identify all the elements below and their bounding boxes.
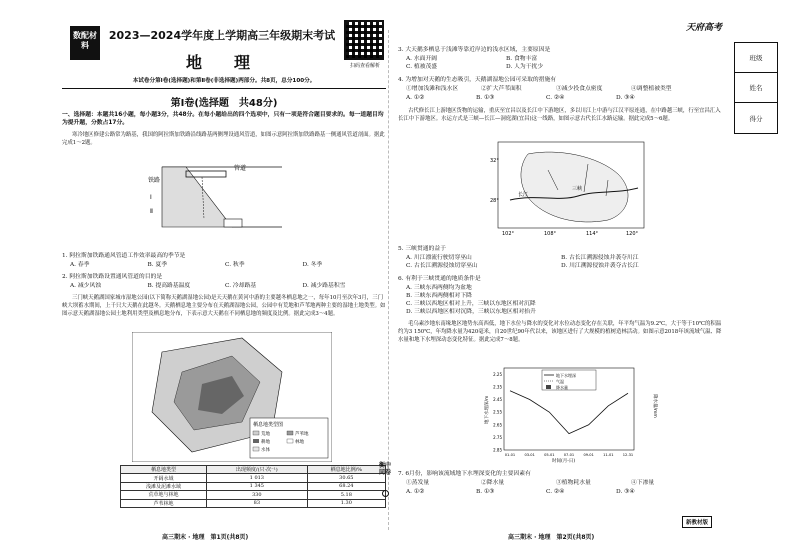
q3-option-a[interactable]: A. 水面开阔: [406, 56, 438, 62]
q2-option-d[interactable]: D. 减少路基积雪: [302, 283, 346, 289]
table-header: 栖息地类型: [121, 466, 207, 474]
x-tick-label: 01-01: [504, 453, 516, 457]
y-tick-label: 2.75: [493, 434, 502, 440]
rail-label: 铁路: [148, 177, 161, 184]
legend-item: 荒地: [261, 432, 270, 437]
q7-option-b[interactable]: B. ①③: [476, 489, 495, 495]
class-field[interactable]: 班级: [735, 43, 777, 73]
q1-options: [70, 261, 380, 269]
y-axis-label: 地下水埋深/m: [485, 395, 490, 424]
q4-option-a[interactable]: A. ①②: [406, 95, 425, 101]
gorge-label: 三峡: [572, 186, 583, 192]
table-row: [121, 499, 386, 507]
y-tick-label: 2.35: [493, 384, 502, 390]
x-tick-label: 05-01: [544, 453, 555, 457]
q2-option-b[interactable]: B. 提高路基温度: [147, 283, 191, 289]
q5-option-c[interactable]: C. 古长江溯源侵蚀切穿巫山: [406, 263, 478, 269]
q4-item: ④调整植被类型: [631, 86, 672, 92]
q1-option-c[interactable]: C. 秋季: [225, 262, 245, 268]
pipe-label: 管道: [234, 165, 247, 172]
q5-option-d[interactable]: D. 川江溯源侵蚀并袭夺古长江: [561, 263, 639, 269]
q6-option-b[interactable]: B. 三峡东西两侧相对下降: [406, 293, 472, 299]
question-4: 4. 为增加对天鹅的生态吸引，天鹅湖湿地公园可采取的措施有: [398, 77, 557, 83]
q5-option-a[interactable]: A. 川江漂流行驶切穿巫山: [406, 255, 472, 261]
passage-4: 毛乌素沙地东南缘地区地势东高西低，地下水位与降水的变化对水位动态变化存在关联，年平均气温为9.2℃，大于等于10℃的积温约为3 150℃，年均降水量为420毫米，自20世纪90年代以来，该地区进行了大规模的植树造林活动。如图示意2018年该流域气温、降水量和地下水埋深动态变化特征。据此完成7～8题。: [398, 321, 722, 343]
q6-option-d[interactable]: D. 三峡以西地区相对沉降，三峡以东地区相对抬升: [406, 309, 536, 315]
x-tick-label: 07-01: [563, 453, 575, 457]
table-cell: 1 013: [207, 474, 308, 482]
exam-title: 2023—2024学年度上学期高三年级期末考试: [108, 29, 336, 42]
q4-item: ②扩大芦苇面积: [481, 86, 522, 92]
q7-option-c[interactable]: C. ②④: [546, 489, 565, 495]
q7-item: ②降水量: [481, 480, 505, 486]
table-cell: 开阔水域: [121, 474, 207, 482]
question-5: 5. 三峡贯通的益于: [398, 246, 446, 252]
passage-2: 三门峡天鹅湖国家城市湿地公园(以下简称天鹅湖湿地公园)是天天鹅在黄河中游的主要越冬栖息地之一，每年10月至次年3月，三门峡大坝蓄水期间，上千只大天鹅在此越冬。天鹅栖息地主要分布在天鹅湖湿地公园，公园中有荒地和芦苇地两种主要的湿地土地类型。如图示意天鹅湖湿地公园土地利用类型及栖息地分布，下表示意大天鹅在不同栖息地的频度及比例。据此完成3～4题。: [62, 295, 386, 317]
table-cell: 83: [207, 499, 308, 507]
x-tick-label: 11-01: [603, 453, 614, 457]
q7-item: ③植物耗水量: [556, 480, 591, 486]
lat-label: 28°: [490, 198, 499, 204]
legend-entry: 降水量: [556, 385, 568, 390]
question-3: 3. 大天鹅多栖息于浅滩等靠近岸边的浅水区域，主要原因是: [398, 47, 551, 53]
q4-item: ③减少投食点密度: [556, 86, 603, 92]
lon-label: 108°: [544, 231, 557, 236]
q3-option-c[interactable]: C. 植被茂盛: [406, 64, 438, 70]
score-field[interactable]: 得分: [749, 114, 763, 123]
wetland-map: [132, 332, 332, 462]
name-field[interactable]: 姓名: [735, 73, 777, 103]
q4-items: [406, 85, 706, 93]
page-footer-1: 高三期末 · 地理 第1页(共8页): [162, 534, 249, 541]
legend-item: 水体: [261, 448, 270, 453]
q3-options: [406, 55, 606, 71]
legend-entry: 地下水埋深: [556, 373, 576, 378]
q3-option-b[interactable]: B. 食物丰富: [506, 56, 538, 62]
x-axis-ticks: [505, 453, 633, 457]
q7-option-a[interactable]: A. ①②: [406, 489, 425, 495]
divider: [62, 88, 386, 89]
q6-option-a[interactable]: A. 三峡东西两侧均为盆地: [406, 285, 472, 291]
q4-option-c[interactable]: C. ②④: [546, 95, 565, 101]
x-tick-label: 12-31: [622, 453, 634, 457]
passage-3: 古代修长江上游地区货物的运输，重庆至宜昌以及长江中下游地区，多以川江上中游与江汉平原连通，在中路越三峡，行至宜昌汇入长江中下游地区。水运方式是三峡—长江—洞庭湖(宜昌)这一线路，如图示意古代长江水路运输。据此完成5～6题。: [398, 108, 721, 122]
yangtze-map: [488, 140, 648, 236]
left-column: [62, 12, 386, 542]
fold-line: [388, 30, 396, 530]
legend-item: 芦苇地: [295, 432, 309, 437]
habitat-table: [120, 465, 386, 508]
q4-option-b[interactable]: B. ①③: [476, 95, 495, 101]
qr-code[interactable]: [344, 20, 384, 60]
x-tick-label: 09-01: [583, 453, 594, 457]
lon-label: 102°: [502, 231, 515, 236]
lon-label: 114°: [586, 231, 599, 236]
question-7: 7. 6月份，影响该流域地下水埋深变化的主要因素有: [398, 471, 531, 477]
table-cell: 1.30: [307, 499, 385, 507]
legend-bar-icon: [546, 385, 551, 389]
table-cell: 330: [207, 491, 308, 499]
q7-options: [406, 488, 686, 496]
table-header: 栖息地比例/%: [307, 466, 385, 474]
table-cell: 浅滩及泥滩水域: [121, 482, 207, 490]
question-2: 2. 阿拉斯加铁路设置通风管道的目的是: [62, 274, 163, 280]
river-label: 长江: [518, 192, 529, 198]
q2-options: [70, 282, 380, 290]
x-tick-label: 03-01: [524, 453, 535, 457]
table-row: [121, 474, 386, 482]
question-6: 6. 有利于三峡贯通的地质条件是: [398, 276, 481, 282]
q2-option-a[interactable]: A. 减少风蚀: [70, 283, 102, 289]
lon-label: 120°: [626, 231, 639, 236]
table-cell: 5.18: [307, 491, 385, 499]
table-row: [121, 491, 386, 499]
y2-axis-label: 降水量/mm: [652, 394, 657, 418]
q5-option-b[interactable]: B. 古长江溯源侵蚀并袭夺川江: [561, 255, 639, 261]
question-1: 1. 阿拉斯加铁路通风管道工作效率最高的季节是: [62, 253, 186, 259]
q7-item: ④下渗量: [631, 480, 655, 486]
page-footer-2: 高三期末 · 地理 第2页(共8页): [508, 534, 595, 541]
mark-a: Ⅰ: [150, 194, 152, 201]
q7-item: ①蒸发量: [406, 480, 430, 486]
spine-logo-icon: [382, 490, 389, 497]
q4-item: ①增加浅滩和浅水区: [406, 86, 459, 92]
q4-options: [406, 94, 686, 102]
q6-options: [406, 284, 706, 316]
q1-option-d[interactable]: D. 冬季: [302, 262, 323, 268]
x-axis-label: 时间(月-日): [552, 459, 576, 464]
table-cell: 芦苇林地: [121, 499, 207, 507]
q1-option-a[interactable]: A. 春季: [70, 262, 90, 268]
q2-option-c[interactable]: C. 冷却路基: [225, 283, 257, 289]
q7-items: [406, 479, 706, 487]
y-tick-label: 2.55: [493, 409, 502, 415]
logo: 数配材料: [70, 26, 100, 60]
table-cell: 68.24: [307, 482, 385, 490]
legend-item: 林地: [295, 440, 304, 445]
lat-label: 32°: [490, 158, 499, 164]
table-row: [121, 482, 386, 490]
table-cell: 荒草地与林地: [121, 491, 207, 499]
section-intro: 一、选择题：本题共16小题，每小题3分，共48分。在每小题给出的四个选项中，只有一项是符合题目要求的。每一道题目均为提升题，分数占17分。: [62, 112, 384, 126]
score-box: [734, 42, 778, 134]
passage-1: 寒冷地区修建公路常为路基，我国的阿拉斯加铁路沿线路基两侧埋设通风管道，如图示意阿拉斯加铁路路基一侧通风管道剖面。据此完成1～2题。: [62, 132, 385, 146]
q4-option-d[interactable]: D. ③④: [616, 95, 635, 101]
railway-section-figure: [142, 149, 292, 245]
right-column: [398, 12, 724, 542]
legend-entry: 气温: [556, 379, 564, 384]
table-cell: 30.65: [307, 474, 385, 482]
q6-option-c[interactable]: C. 三峡以西地区相对上升，三峡以东地区相对沉降: [406, 301, 536, 307]
y-tick-label: 2.45: [493, 397, 502, 403]
q1-option-b[interactable]: B. 夏季: [147, 262, 168, 268]
q7-option-d[interactable]: D. ③④: [616, 489, 635, 495]
y-tick-label: 2.85: [493, 447, 502, 453]
groundwater-chart: [482, 364, 662, 464]
y-axis-ticks: [493, 372, 502, 453]
exam-meta: 本试卷分第Ⅰ卷(选择题)和第Ⅱ卷(非选择题)两部分。共8页，总分100分。: [132, 78, 316, 84]
y-tick-label: 2.25: [493, 371, 502, 377]
mark-b: Ⅱ: [150, 208, 153, 215]
legend-item: 耕地: [261, 440, 270, 445]
q5-options: [406, 254, 716, 270]
y-tick-label: 2.65: [493, 422, 502, 428]
brand-logo: 天府高考: [686, 23, 723, 33]
map-caption: 栖息地类型图: [253, 422, 284, 428]
q3-option-d[interactable]: D. 人为干扰少: [506, 64, 544, 70]
table-header: 出现频度/(只·次⁻¹): [207, 466, 308, 474]
subject-title: 地 理: [185, 53, 258, 72]
edition-badge: 新教材版: [682, 516, 712, 528]
qr-caption: 扫码查看解析: [349, 63, 380, 69]
part-title: 第Ⅰ卷(选择题 共48分): [170, 98, 278, 109]
table-cell: 1 345: [207, 482, 308, 490]
spine-label: 衡中同卷: [378, 462, 391, 476]
